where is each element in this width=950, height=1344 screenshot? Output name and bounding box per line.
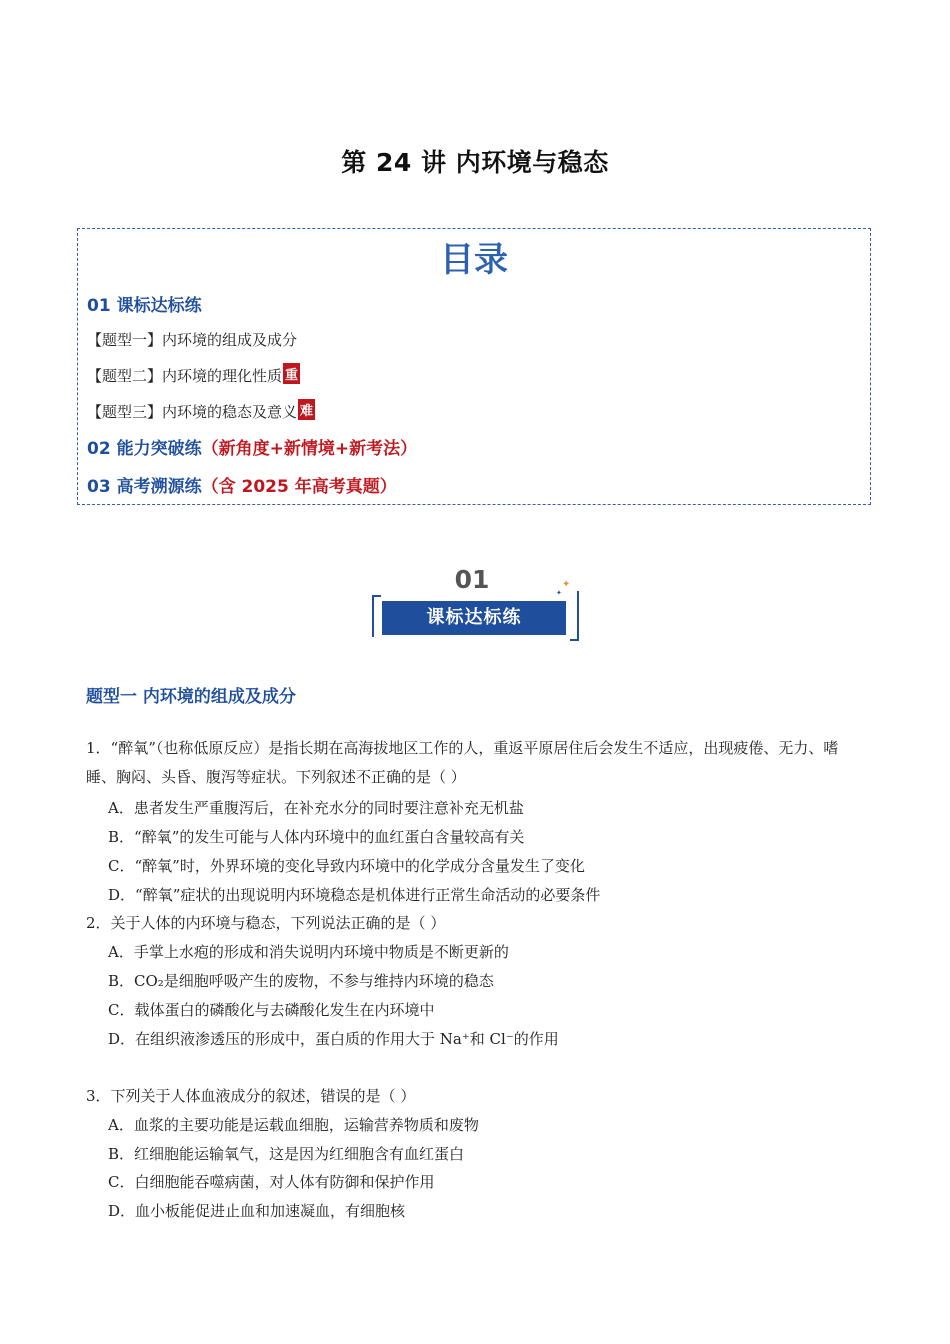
toc-item-1[interactable] <box>87 329 297 350</box>
banner-bracket-right <box>570 591 579 641</box>
question-2-option-d: D．在组织液渗透压的形成中，蛋白质的作用大于 Na⁺和 Cl⁻的作用 <box>108 1030 559 1048</box>
toc-section-3[interactable] <box>87 472 397 497</box>
difficult-tag: 难 <box>298 399 315 420</box>
question-2-option-b: B．CO₂是细胞呼吸产生的废物，不参与维持内环境的稳态 <box>108 972 494 990</box>
question-3-option-a: A．血浆的主要功能是运载血细胞，运输营养物质和废物 <box>108 1116 479 1134</box>
toc-section-3-note: （含 2025 年高考真题） <box>201 477 397 497</box>
toc-item-2[interactable] <box>87 363 300 386</box>
question-2-stem: 2．关于人体的内环境与稳态，下列说法正确的是（ ） <box>86 914 446 932</box>
question-1-option-a: A．患者发生严重腹泻后，在补充水分的同时要注意补充无机盐 <box>108 799 524 817</box>
toc-section-3-label: 03 高考溯源练 <box>87 477 202 497</box>
table-of-contents <box>77 228 871 505</box>
question-1-stem: 1．“醉氧”（也称低原反应）是指长期在高海拔地区工作的人，重返平原居住后会发生不适应，出现疲倦、无力、嗜睡、胸闷、头昏、腹泻等症状。下列叙述不正确的是（ ） <box>86 739 839 786</box>
sparkle-icon: ✦ <box>562 579 571 590</box>
toc-section-2-note: （新角度+新情境+新考法） <box>201 439 418 459</box>
toc-item-label: 【题型一】内环境的组成及成分 <box>87 331 298 349</box>
banner-bracket-left <box>372 595 381 637</box>
toc-item-label: 【题型三】内环境的稳态及意义 <box>87 403 298 421</box>
toc-section-1[interactable]: 01 课标达标练 <box>87 296 202 316</box>
toc-section-2[interactable] <box>87 434 417 459</box>
toc-item-3[interactable] <box>87 399 315 422</box>
question-1-option-d: D．“醉氧”症状的出现说明内环境稳态是机体进行正常生命活动的必要条件 <box>108 886 601 904</box>
page-title: 第 24 讲 内环境与稳态 <box>341 148 609 177</box>
section-banner <box>372 565 580 643</box>
question-3-option-b: B．红细胞能运输氧气，这是因为红细胞含有血红蛋白 <box>108 1145 465 1163</box>
section-title: 题型一 内环境的组成及成分 <box>86 687 296 707</box>
toc-section-2-label: 02 能力突破练 <box>87 439 202 459</box>
question-2-option-a: A．手掌上水疱的形成和消失说明内环境中物质是不断更新的 <box>108 943 509 961</box>
question-3-option-c: C．白细胞能吞噬病菌，对人体有防御和保护作用 <box>108 1173 435 1191</box>
key-point-tag: 重 <box>283 363 300 384</box>
question-1-option-c: C．“醉氧”时，外界环境的变化导致内环境中的化学成分含量发生了变化 <box>108 857 585 875</box>
question-2-option-c: C．载体蛋白的磷酸化与去磷酸化发生在内环境中 <box>108 1001 435 1019</box>
banner-number: 01 <box>454 565 490 594</box>
toc-heading: 目录 <box>440 240 508 280</box>
question-1-option-b: B．“醉氧”的发生可能与人体内环境中的血红蛋白含量较高有关 <box>108 828 525 846</box>
toc-item-label: 【题型二】内环境的理化性质 <box>87 367 283 385</box>
banner-label: 课标达标练 <box>382 601 566 635</box>
question-3-stem: 3．下列关于人体血液成分的叙述，错误的是（ ） <box>86 1087 416 1105</box>
sparkle-small-icon: ✦ <box>556 589 562 597</box>
question-3-option-d: D．血小板能促进止血和加速凝血，有细胞核 <box>108 1202 406 1220</box>
